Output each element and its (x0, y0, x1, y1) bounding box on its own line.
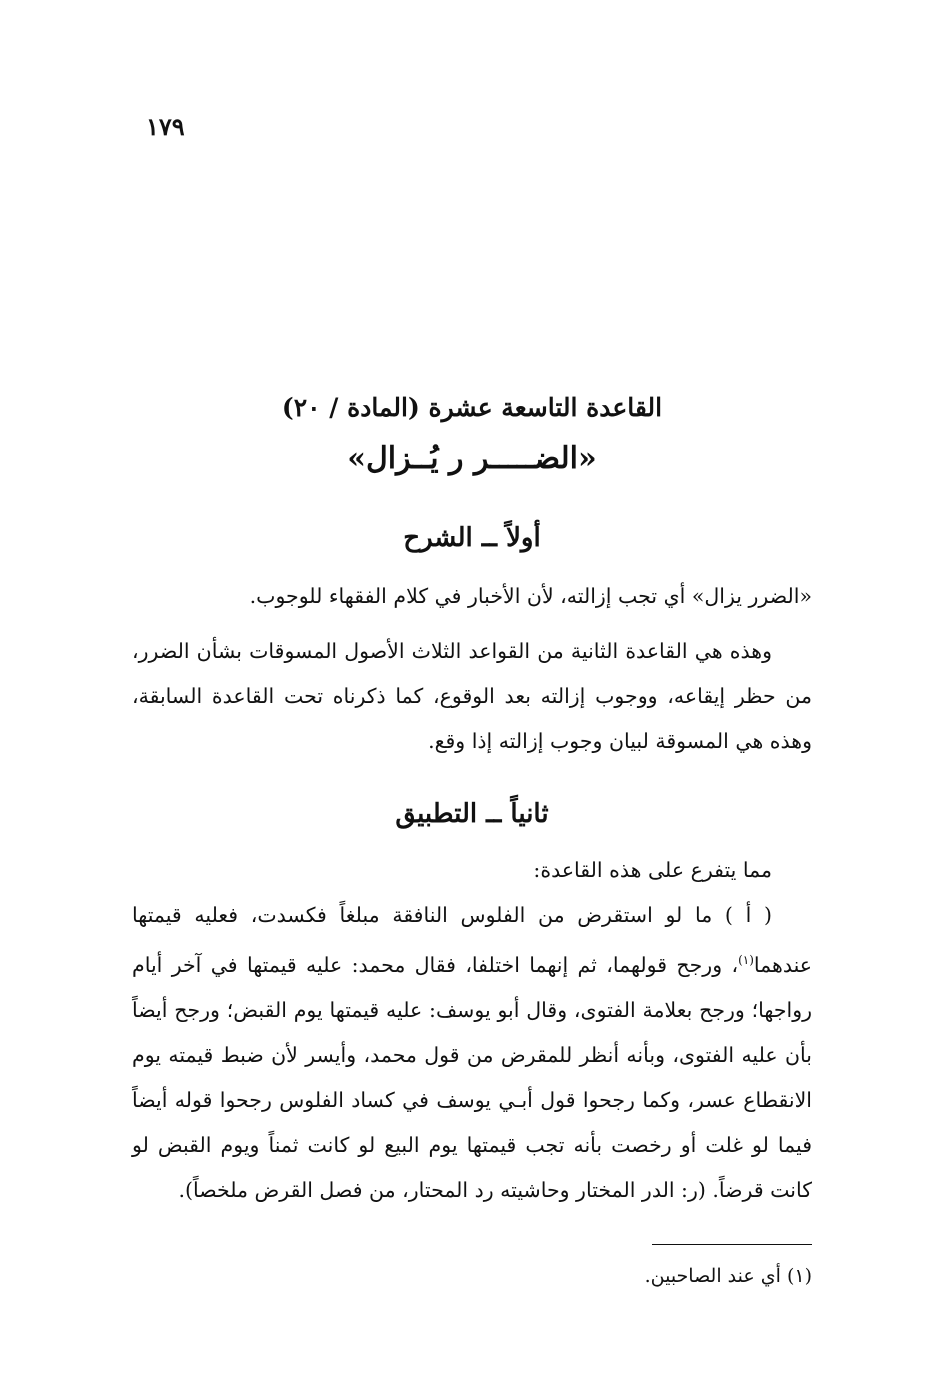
explanation-paragraph-2: وهذه هي القاعدة الثانية من القواعد الثلاث الأصول المسوقات بشأن الضرر، من حظر إيقاعه، ووجوب إزالته بعد الوقوع، كما ذكرناه تحت القاعدة السابقة، وهذه هي المسوقة لبيان وجوب إزالته إذا وقع. (132, 639, 812, 753)
application-intro: مما يتفرع على هذه القاعدة: (533, 858, 772, 882)
rule-title: «الضـــــر ر يُــزال» (347, 441, 597, 476)
item-a-text-part2: ، ورجح قولهما، ثم إنهما اختلفا، فقال محمد: عليه قيمتها في آخر أيام رواجها؛ ورجح بعلامة الفتوى، وقال أبو يوسف: عليه قيمتها يوم القبض؛ ورجح أيضاً بأن عليه الفتوى، وبأنه أنظر للمقرض من قول محمد، وأيسر لأن ضبط قيمته يوم الانقطاع عسر، وكما رجحوا قول أبـي يوسف في كساد الفلوس رجحوا قوله أيضاً فيما لو غلت أو رخصت بأنه تجب قيمتها يوم البيع لو كانت ثمناً ويوم القبض لو كانت قرضاً. (ر: الدر المختار وحاشيته رد المحتار، من فصل القرض ملخصاً). (132, 952, 812, 1202)
section-application-title: ثانياً ــ التطبيق (395, 799, 549, 829)
item-a-text-part1: ( أ ) ما لو استقرض من الفلوس النافقة مبلغاً فكسدت، فعليه قيمتها عندهما (132, 903, 812, 977)
section-explanation-title: أولاً ــ الشرح (403, 523, 541, 553)
rule-heading: القاعدة التاسعة عشرة (المادة / ٢٠) (281, 393, 663, 422)
page-number: ١٧٩ (146, 112, 185, 141)
footnote-divider (652, 1244, 812, 1245)
application-item-a (132, 893, 812, 1213)
footnote-reference[interactable]: (١) (738, 953, 754, 967)
footnote-text: (١) أي عند الصاحبين. (644, 1265, 812, 1287)
page-content (132, 388, 812, 1213)
explanation-paragraph-1: «الضرر يزال» أي تجب إزالته، لأن الأخبار في كلام الفقهاء للوجوب. (249, 584, 812, 608)
